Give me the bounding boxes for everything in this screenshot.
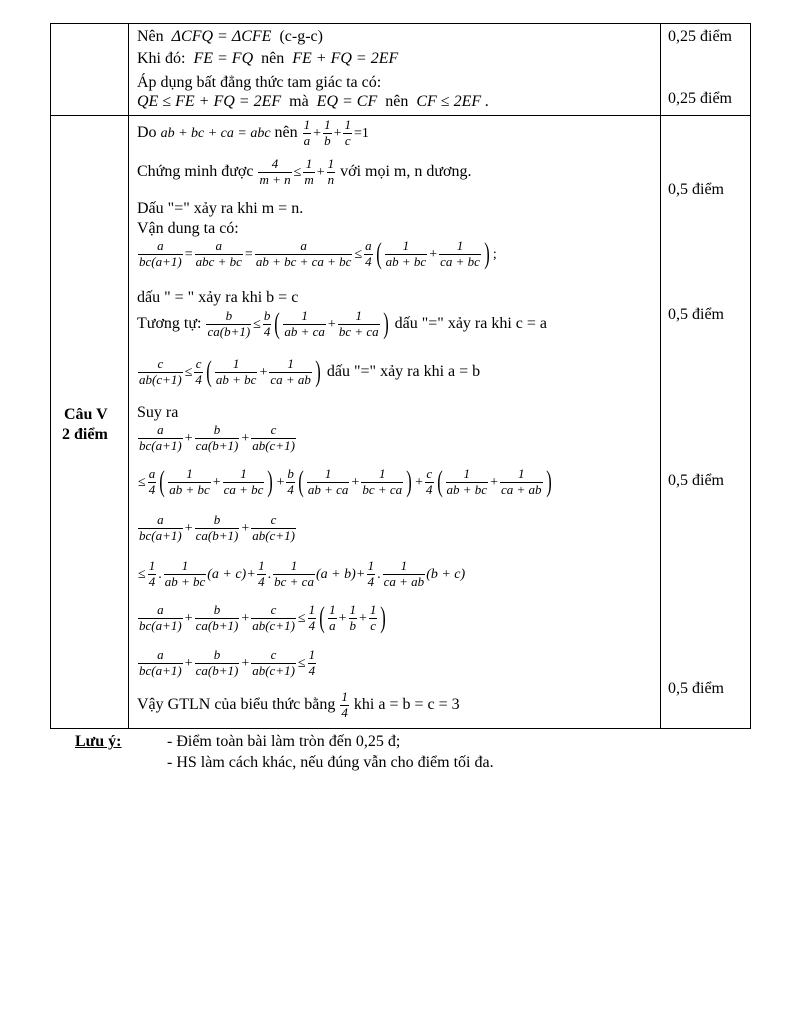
prev-score-2: 0,25 điểm [668, 90, 732, 107]
line-suy-ra: Suy ra [137, 404, 179, 421]
line-dau-bang-1: Dấu "=" xảy ra khi m = n. [137, 200, 304, 217]
formula-1: $\frac{a}{bc(a+1)}$ = $\frac{a}{\text{abc + bc}}$ = $\frac{a}{ab + bc + ca + bc}$ ≤ $\frac{a}{4}$ ( $\frac{1}{ab + bc}$ + $\frac{1}{ca + bc}$ ) ; [139, 237, 497, 271]
score-4: 0,5 điểm [668, 680, 724, 697]
line-dau-bang-2: dấu " = " xảy ra khi b = c [137, 289, 299, 306]
formula-8: $\frac{a}{bc(a+1)}$ + $\frac{b}{ca(b+1)}$ + $\frac{c}{ab(c+1)}$ ≤ $\frac{1}{4}$ ( $\frac{1}{a}$ + $\frac{1}{b}$ + $\frac{1}{c}$ ) [139, 601, 387, 635]
question-points: 2 điểm [62, 426, 108, 443]
line-conclusion: Vậy GTLN của biểu thức bằng $\frac{1}{4}$ khi a = b = c = 3 [137, 689, 460, 720]
prev-line-3: Áp dụng bất đẳng thức tam giác ta có: [137, 74, 382, 91]
prev-line-1: Nên ΔCFQ = ΔCFE (c-g-c) [137, 28, 323, 45]
prev-line-4: QE ≤ FE + FQ = 2EF mà EQ = CF nên CF ≤ 2EF . [137, 93, 490, 110]
column-divider-right [660, 24, 661, 728]
column-divider-left [128, 24, 129, 728]
row-divider [51, 115, 750, 116]
formula-3: $\frac{c}{ab(c+1)}$ ≤ $\frac{c}{4}$ ( $\frac{1}{ab + bc}$ + $\frac{1}{ca + ab}$ ) dấu "=" xảy ra khi a = b [139, 355, 481, 389]
note-line-1: - Điểm toàn bài làm tròn đến 0,25 đ; [167, 733, 401, 750]
prev-score-1: 0,25 điểm [668, 28, 732, 45]
score-1: 0,5 điểm [668, 181, 724, 198]
formula-9: $\frac{a}{bc(a+1)}$ + $\frac{b}{ca(b+1)}$ + $\frac{c}{ab(c+1)}$ ≤ $\frac{1}{4}$ [139, 647, 316, 678]
formula-7: ≤ $\frac{1}{4}$ . $\frac{1}{ab + bc}$ (a + c)+ $\frac{1}{4}$ . $\frac{1}{bc + ca}$ (a + b)+ $\frac{1}{4}$ . $\frac{1}{ca + ab}$ (b + c) [138, 558, 466, 589]
formula-4: $\frac{a}{bc(a+1)}$ + $\frac{b}{ca(b+1)}$ + $\frac{c}{ab(c+1)}$ [139, 422, 295, 453]
formula-2: Tương tự: $\frac{b}{ca(b+1)}$ ≤ $\frac{b}{4}$ ( $\frac{1}{ab + ca}$ + $\frac{1}{bc + ca}$ ) dấu "=" xảy ra khi c = a [137, 307, 548, 341]
note-label: Lưu ý: [75, 733, 122, 750]
line-van-dung: Vận dung ta có: [137, 220, 239, 237]
score-3: 0,5 điểm [668, 472, 724, 489]
formula-6: $\frac{a}{bc(a+1)}$ + $\frac{b}{ca(b+1)}$ + $\frac{c}{ab(c+1)}$ [139, 512, 295, 543]
prev-line-2: Khi đó: FE = FQ nên FE + FQ = 2EF [137, 50, 399, 67]
score-2: 0,5 điểm [668, 306, 724, 323]
note-line-2: - HS làm cách khác, nếu đúng vẫn cho điểm tối đa. [167, 754, 494, 771]
formula-5: ≤ $\frac{a}{4}$ ( $\frac{1}{ab + bc}$ + $\frac{1}{ca + bc}$ ) + $\frac{b}{4}$ ( $\frac{1}{ab + ca}$ + $\frac{1}{bc + ca}$ ) + $\frac{c}{4}$ ( $\frac{1}{ab + bc}$ + $\frac{1}{ca + ab}$ ) [138, 465, 552, 499]
question-label: Câu V [64, 406, 108, 423]
line-do: Do ab + bc + ca = abc nên $\frac{1}{a}$ + $\frac{1}{b}$ + $\frac{1}{c}$ =1 [137, 117, 369, 148]
line-chung-minh: Chứng minh được $\frac{4}{m + n}$ ≤ $\frac{1}{m}$ + $\frac{1}{n}$ với mọi m, n dương. [137, 156, 472, 187]
